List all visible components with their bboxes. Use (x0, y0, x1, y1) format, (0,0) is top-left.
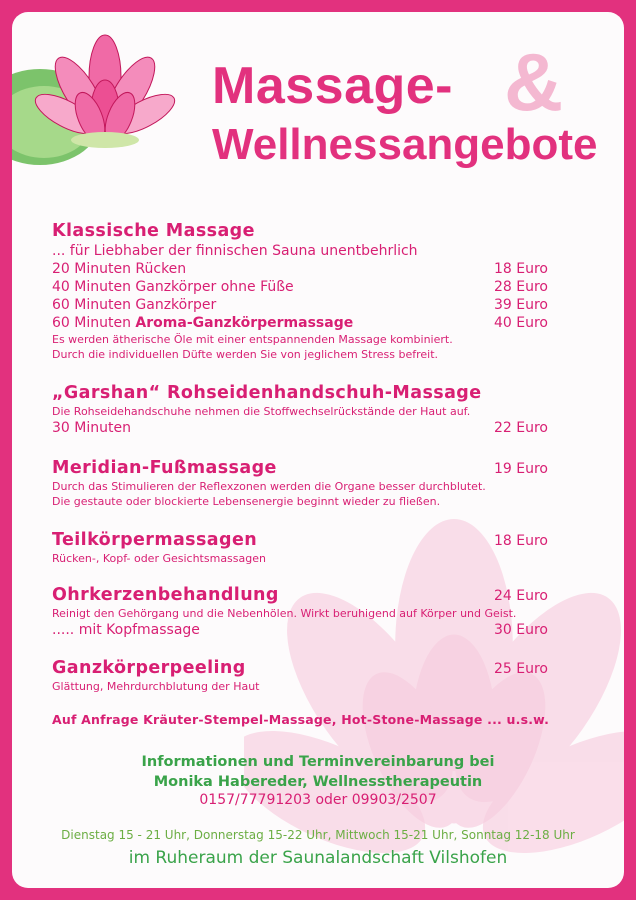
heading-row (52, 529, 612, 551)
item-price: 39 Euro (494, 297, 548, 313)
section-heading: Klassische Massage (52, 221, 255, 241)
item-label: 40 Minuten Ganzkörper ohne Füße (52, 279, 294, 295)
section-description: Glättung, Mehrdurchblutung der Haut (52, 680, 260, 693)
on-request-note: Auf Anfrage Kräuter-Stempel-Massage, Hot-Stone-Massage ... u.s.w. (52, 712, 550, 727)
item-price: 22 Euro (494, 420, 548, 436)
section-peeling (52, 657, 612, 694)
section-meridian (52, 457, 612, 509)
price-row (52, 621, 612, 639)
price-row (52, 260, 612, 278)
item-price: 18 Euro (494, 261, 548, 277)
item-price: 18 Euro (494, 533, 548, 549)
section-heading: Teilkörpermassagen (52, 530, 258, 550)
contact-line2: Monika Habereder, Wellnesstherapeutin (153, 774, 483, 790)
title-line2: Wellnessangebote (212, 120, 598, 169)
opening-hours: Dienstag 15 - 21 Uhr, Donnerstag 15-22 Uhr, Mittwoch 15-21 Uhr, Sonntag 12-18 Uhr (61, 828, 575, 842)
item-label: 20 Minuten Rücken (52, 261, 187, 277)
contact-block (12, 752, 624, 792)
item-label: 60 Minuten Ganzkörper (52, 297, 217, 313)
section-heading: „Garshan“ Rohseidenhandschuh-Massage (52, 383, 482, 403)
aroma-name: Aroma-Ganzkörpermassage (135, 315, 354, 331)
section-ohrkerzen (52, 584, 612, 639)
aroma-note-2: Durch die individuellen Düfte werden Sie von jeglichem Stress befreit. (52, 348, 439, 361)
lotus-logo-icon (12, 22, 200, 182)
item-price: 24 Euro (494, 588, 548, 604)
price-list (52, 220, 612, 727)
location: im Ruheraum der Saunalandschaft Vilshofen (128, 848, 508, 868)
item-price: 30 Euro (494, 622, 548, 638)
item-label: 30 Minuten (52, 420, 131, 436)
section-klassische-massage (52, 220, 612, 362)
section-description: Reinigt den Gehörgang und die Nebenhölen. Wirkt beruhigend auf Körper und Geist. (52, 607, 517, 620)
heading-row (52, 657, 612, 679)
contact-phone: 0157/77791203 oder 09903/2507 (199, 792, 437, 808)
section-heading: Meridian-Fußmassage (52, 458, 277, 478)
section-teilkoerper (52, 529, 612, 566)
title-line1: Massage- (212, 57, 453, 115)
item-price: 28 Euro (494, 279, 548, 295)
section-garshan (52, 382, 612, 437)
price-row (52, 278, 612, 296)
section-description: Rücken-, Kopf- oder Gesichtsmassagen (52, 552, 266, 565)
section-heading: Ohrkerzenbehandlung (52, 585, 279, 605)
item-price: 19 Euro (494, 461, 548, 477)
price-row-aroma (52, 314, 612, 332)
section-heading: Ganzkörperpeeling (52, 658, 246, 678)
heading-row (52, 457, 612, 479)
title-ampersand: & (504, 37, 564, 128)
item-price: 40 Euro (494, 315, 548, 331)
price-row (52, 296, 612, 314)
aroma-note-1: Es werden ätherische Öle mit einer entspannenden Massage kombiniert. (52, 333, 453, 346)
heading-row (52, 584, 612, 606)
aroma-prefix: 60 Minuten (52, 315, 131, 331)
item-price: 25 Euro (494, 661, 548, 677)
flyer-card (12, 12, 624, 888)
section-subtitle: ... für Liebhaber der finnischen Sauna unentbehrlich (52, 243, 418, 259)
section-description: Die Rohseidehandschuhe nehmen die Stoffwechselrückstände der Haut auf. (52, 405, 471, 418)
price-row (52, 419, 612, 437)
item-label: ..... mit Kopfmassage (52, 622, 200, 638)
section-description: Die gestaute oder blockierte Lebensenergie beginnt wieder zu fließen. (52, 495, 441, 508)
contact-line1: Informationen und Terminvereinbarung bei (141, 754, 495, 770)
item-label-aroma (52, 314, 353, 332)
section-description: Durch das Stimulieren der Reflexzonen werden die Organe besser durchblutet. (52, 480, 486, 493)
